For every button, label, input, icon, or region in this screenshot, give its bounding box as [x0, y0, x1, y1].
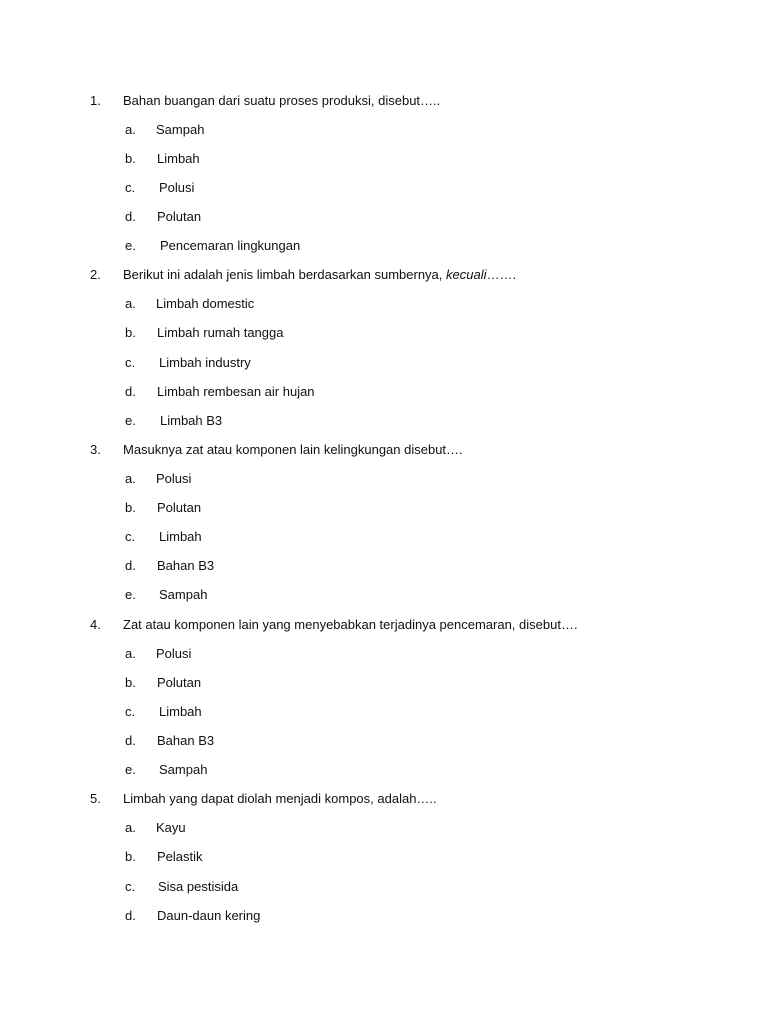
- option-letter: d.: [125, 558, 136, 573]
- option-letter: e.: [125, 413, 136, 428]
- option-text: Limbah rumah tangga: [157, 325, 284, 340]
- question-text: Masuknya zat atau komponen lain kelingkungan disebut….: [123, 442, 463, 457]
- option-text: Kayu: [156, 820, 186, 835]
- option-text: Bahan B3: [157, 558, 215, 573]
- question-text-group: [123, 265, 516, 285]
- question-text: Limbah yang dapat diolah menjadi kompos, adalah…..: [123, 791, 437, 806]
- option-letter: b.: [125, 500, 136, 515]
- option-text: Limbah B3: [160, 413, 223, 428]
- option-text: Limbah industry: [159, 355, 251, 370]
- option-letter: a.: [125, 820, 136, 835]
- option-letter: c.: [125, 704, 136, 719]
- option-letter: d.: [125, 908, 136, 923]
- question-text: Berikut ini adalah jenis limbah berdasarkan sumbernya,: [123, 267, 447, 282]
- option-text: Sisa pestisida: [158, 879, 239, 894]
- question-text: Zat atau komponen lain yang menyebabkan terjadinya pencemaran, disebut….: [123, 617, 578, 632]
- option-text: Bahan B3: [157, 733, 215, 748]
- option-text: Polutan: [157, 675, 202, 690]
- option-letter: b.: [125, 151, 136, 166]
- option-letter: e.: [125, 238, 136, 253]
- question-text: Bahan buangan dari suatu proses produksi, disebut…..: [123, 93, 441, 108]
- option-text: Polusi: [156, 646, 192, 661]
- option-text: Pelastik: [157, 849, 203, 864]
- option-text: Sampah: [159, 762, 208, 777]
- option-text: Polutan: [157, 500, 202, 515]
- option-text: Sampah: [159, 587, 208, 602]
- option-text: Limbah: [159, 704, 202, 719]
- option-letter: c.: [125, 180, 136, 195]
- question-text-suffix: …….: [486, 267, 517, 282]
- option-text: Polutan: [157, 209, 202, 224]
- option-text: Limbah: [157, 151, 200, 166]
- option-letter: d.: [125, 384, 136, 399]
- question-number: 1.: [90, 93, 101, 108]
- option-text: Sampah: [156, 122, 205, 137]
- question-number: 5.: [90, 791, 101, 806]
- option-text: Daun-daun kering: [157, 908, 261, 923]
- option-letter: b.: [125, 325, 136, 340]
- option-letter: e.: [125, 587, 136, 602]
- question-number: 4.: [90, 617, 101, 632]
- option-letter: b.: [125, 675, 136, 690]
- option-text: Limbah rembesan air hujan: [157, 384, 315, 399]
- option-letter: a.: [125, 646, 136, 661]
- option-letter: a.: [125, 122, 136, 137]
- option-letter: a.: [125, 296, 136, 311]
- option-letter: c.: [125, 355, 136, 370]
- option-letter: c.: [125, 879, 136, 894]
- option-text: Limbah: [159, 529, 202, 544]
- question-text-italic: kecuali: [446, 267, 487, 282]
- option-letter: e.: [125, 762, 136, 777]
- option-letter: d.: [125, 733, 136, 748]
- option-text: Limbah domestic: [156, 296, 255, 311]
- option-text: Polusi: [159, 180, 195, 195]
- option-letter: a.: [125, 471, 136, 486]
- question-number: 2.: [90, 267, 101, 282]
- option-text: Polusi: [156, 471, 192, 486]
- option-letter: c.: [125, 529, 136, 544]
- option-letter: b.: [125, 849, 136, 864]
- question-number: 3.: [90, 442, 101, 457]
- option-text: Pencemaran lingkungan: [160, 238, 301, 253]
- option-letter: d.: [125, 209, 136, 224]
